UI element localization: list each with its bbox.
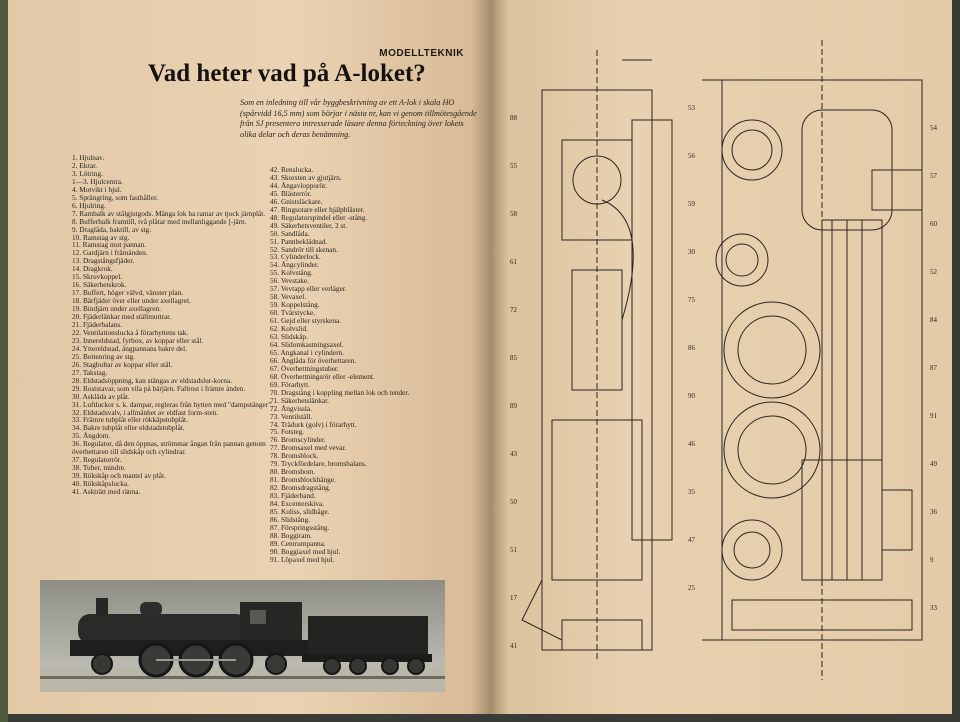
intro-paragraph: Som en inledning till vår byggbeskrivning av ett A-lok i skala HO (spårvidd 16,5 mm) som börjar i nästa nr, kan vi genom tillmötesgående från SJ presentera intresserade läsare denna förteckning över lokets olika delar och deras benämning. — [240, 98, 477, 139]
diagram-callout-number: 51 — [510, 546, 517, 554]
list-item: 61. Gejd eller styrskena. — [270, 316, 342, 326]
list-item: 43. Skorsten av gjutjärn. — [270, 172, 342, 182]
list-item: 86. Slidstång. — [270, 514, 310, 524]
list-item: 25. Bottenring av stg. — [72, 351, 136, 361]
list-item: 74. Trädurk (golv) i förarhytt. — [270, 419, 357, 429]
diagram-callout-number: 25 — [688, 584, 695, 592]
list-item: 54. Ångcylinder. — [270, 260, 319, 270]
list-item: 87. Förspringsstång. — [270, 522, 330, 532]
list-item: 24. Yttereldstad, ångpannans bakre del. — [72, 343, 188, 353]
list-item: 65. Angkanal i cylindern. — [270, 347, 344, 357]
diagram-callout-number: 75 — [688, 296, 695, 304]
list-item: 28. Eldstadsöppning, kan stängas av eldstadslur-korna. — [72, 375, 232, 385]
list-item: 44. Ångavlopporör. — [270, 180, 327, 190]
list-item: 6. Hjulring. — [72, 200, 106, 210]
parts-list-column-2 — [270, 166, 478, 564]
list-item: 35. Ångdom. — [72, 431, 111, 441]
diagram-callout-number: 36 — [930, 508, 937, 516]
diagram-callout-number: 33 — [930, 604, 937, 612]
list-item: 32. Eldstadsvalv, i allmänhet av eldfast form-sten. — [72, 407, 219, 417]
list-item: 72. Ångvissla. — [270, 403, 312, 413]
list-item: 26. Stagbultar av koppar eller stål. — [72, 359, 173, 369]
list-item: 27. Takstag. — [72, 367, 108, 377]
list-item: 78. Bromsblock. — [270, 451, 319, 461]
diagram-callout-number: 91 — [930, 412, 937, 420]
list-item: 60. Tvärstycke. — [270, 308, 316, 318]
list-item: 62. Kolvslid. — [270, 324, 308, 334]
list-item: 58. Vevaxel. — [270, 292, 307, 302]
list-item: 11. Ramstag mot pannan. — [72, 240, 147, 250]
list-item: 56. Vevstake. — [270, 276, 309, 286]
list-item: 70. Dragstång i koppling mellan lok och tender. — [270, 387, 410, 397]
section-label: MODELLTEKNIK — [379, 48, 464, 59]
list-item: 13. Dragstångsfjäder. — [72, 256, 135, 266]
table-edge — [0, 0, 8, 722]
list-item: 73. Ventilställ. — [270, 411, 313, 421]
diagram-callout-number: 49 — [930, 460, 937, 468]
diagram-callout-number: 52 — [930, 268, 937, 276]
diagram-callout-number: 84 — [930, 316, 937, 324]
diagram-callout-number: 85 — [510, 354, 517, 362]
list-item: 83. Fjäderband. — [270, 491, 316, 501]
list-item: 80. Bromsbom. — [270, 467, 316, 477]
diagram-callout-number: 61 — [510, 258, 517, 266]
list-item: 8. Bufferbalk framtill, två plåtar med mellanliggande [-järn. — [72, 216, 247, 226]
list-item: 15. Skruvkoppel. — [72, 272, 123, 282]
list-item: 7. Rambalk av stålgjutgods. Många lok ha ramar av tjock järnplåt. — [72, 208, 266, 218]
list-item: 76. Bromscylinder. — [270, 435, 326, 445]
list-item: 38. Tuber, mindre. — [72, 463, 126, 473]
list-item: 30. Askläda av plåt. — [72, 391, 130, 401]
locomotive-photo — [40, 580, 445, 692]
list-item: 29. Roststavar, som vila på bärjärn. Fallrost i främre änden. — [72, 383, 246, 393]
list-item: 36. Regulator, då den öppnas, strömmar ångan från pannan genom överhettaren till slidskåp och cylindrar. — [72, 439, 266, 457]
list-item: 81. Bromsblockhänge. — [270, 475, 336, 485]
list-item: 17. Buffert, höger välvd, vänster plan. — [72, 288, 184, 298]
list-item: 55. Kolvstång. — [270, 268, 313, 278]
list-item: 40. Rökskåpslucka. — [72, 479, 129, 489]
list-item: 90. Boggiaxel med hjul. — [270, 546, 341, 556]
list-item: 33. Främre tubplåt eller rökkäpstubplåt. — [72, 415, 188, 425]
list-item: 48. Regulatorspindel eller -stång. — [270, 212, 368, 222]
magazine-spread — [8, 0, 952, 716]
list-item: 85. Kuliss, slidbåge. — [270, 506, 330, 516]
list-item: 46. Gnistsläckare. — [270, 196, 323, 206]
list-item: 68. Överhettningsrör eller -element. — [270, 371, 375, 381]
diagram-callout-number: 9 — [930, 556, 934, 564]
diagram-callout-number: 56 — [688, 152, 695, 160]
list-item: 49. Säkerhetsventiler, 2 st. — [270, 220, 348, 230]
diagram-callout-number: 86 — [688, 344, 695, 352]
list-item: 84. Excenterskiva. — [270, 499, 325, 509]
list-item: 79. Tryckfördelare, bromsbalans. — [270, 459, 367, 469]
list-item: 67. Överhettningstuber. — [270, 363, 339, 373]
diagram-callout-number: 43 — [510, 450, 517, 458]
list-item: 64. Slidomkastningsaxel. — [270, 339, 344, 349]
list-item: 77. Bromsaxel med vevar. — [270, 443, 347, 453]
list-item: 3. Lötring. — [72, 168, 104, 178]
list-item: 16. Säkerhetskrok. — [72, 280, 127, 290]
list-item: 57. Vevtapp eller verläger. — [270, 284, 347, 294]
diagram-callout-number: 60 — [930, 220, 937, 228]
list-item: 23. Innereldstad, fyrbox, av koppar eller stål. — [72, 335, 204, 345]
diagram-callout-number: 88 — [510, 114, 517, 122]
list-item: 41. Askträtt med ränna. — [72, 487, 141, 497]
list-item: 91. Löpaxel med hjul. — [270, 554, 335, 564]
list-item: 20. Fjäderlänkar med ställmuttrar. — [72, 312, 172, 322]
diagram-callout-number: 89 — [510, 402, 517, 410]
locomotive-photo-image — [40, 580, 445, 692]
list-item: 2. Ekrar. — [72, 160, 97, 170]
diagram-callout-number: 54 — [930, 124, 937, 132]
parts-list-column-1 — [72, 154, 290, 496]
diagram-callout-number: 55 — [510, 162, 517, 170]
list-item: 51. Pannbeklädnad. — [270, 236, 328, 246]
list-item: 10. Ramstag av stg. — [72, 232, 130, 242]
list-item: 89. Centrumpanna. — [270, 538, 326, 548]
list-item: 18. Bärfjäder över eller under axellagret. — [72, 296, 191, 306]
list-item: 66. Ånglåda för överhettaren. — [270, 355, 357, 365]
list-item: 19. Bindjärn under axellagren. — [72, 304, 161, 314]
page-title: Vad heter vad på A-loket? — [148, 60, 426, 87]
list-item: 42. Renslucka. — [270, 165, 314, 174]
list-item: 37. Regulatorrör. — [72, 455, 122, 465]
list-item: 53. Cylinderlock. — [270, 252, 321, 262]
list-item: 45. Blästerrör. — [270, 188, 312, 198]
list-item: 22. Ventilationslucka å förarhyttens tak. — [72, 327, 189, 337]
list-item: 9. Draglåda, baktill, av stg. — [72, 224, 152, 234]
list-item: 14. Dragkrok. — [72, 264, 113, 274]
diagram-callout-number: 53 — [688, 104, 695, 112]
list-item: 50. Sandlåda. — [270, 228, 310, 238]
list-item: 75. Fotsteg. — [270, 427, 305, 437]
list-item: 5. Sprängring, som fasthåller. — [72, 192, 158, 202]
list-item: 34. Bakre tubplåt eller eldstadstubplåt. — [72, 423, 185, 433]
list-item: 39. Rökskåp och mantel av plåt. — [72, 471, 166, 481]
diagram-callout-number: 35 — [688, 488, 695, 496]
list-item: 59. Koppelstång. — [270, 300, 320, 310]
diagram-callout-number: 47 — [688, 536, 695, 544]
list-item: 1. Hjulnav. — [72, 153, 105, 162]
list-item: 71. Säkerhetslänkar. — [270, 395, 329, 405]
list-item: 88. Boggiram. — [270, 530, 312, 540]
diagram-callout-number: 30 — [688, 248, 695, 256]
diagram-callout-number: 57 — [930, 172, 937, 180]
diagram-callout-number: 58 — [510, 210, 517, 218]
left-page — [8, 0, 490, 714]
list-item: 69. Förarhytt. — [270, 379, 310, 389]
list-item: 52. Sandrör till skenan. — [270, 244, 338, 254]
diagram-callout-number: 59 — [688, 200, 695, 208]
diagram-callout-number: 41 — [510, 642, 517, 650]
diagram-callout-number: 46 — [688, 440, 695, 448]
diagram-callout-number: 87 — [930, 364, 937, 372]
list-item: 21. Fjäderbalans. — [72, 320, 123, 330]
right-page — [490, 0, 952, 714]
list-item: 82. Bromsdragstång. — [270, 483, 331, 493]
list-item: 1—3. Hjulcentra. — [72, 176, 123, 186]
diagram-callout-number: 72 — [510, 306, 517, 314]
diagram-callout-number: 50 — [510, 498, 517, 506]
list-item: 12. Gardjärn i främänden. — [72, 248, 148, 258]
diagram-callout-number: 17 — [510, 594, 517, 602]
list-item: 47. Ringsotare eller hjälpbläster. — [270, 204, 365, 214]
list-item: 4. Motvikt i hjul. — [72, 184, 122, 194]
list-item: 63. Slidskåp. — [270, 332, 308, 342]
locomotive-technical-drawing — [502, 20, 948, 690]
diagram-callout-number: 90 — [688, 392, 695, 400]
list-item: 31. Luftluckor s. k. dampar, regleras från hytten med "dampstänger". — [72, 399, 273, 409]
